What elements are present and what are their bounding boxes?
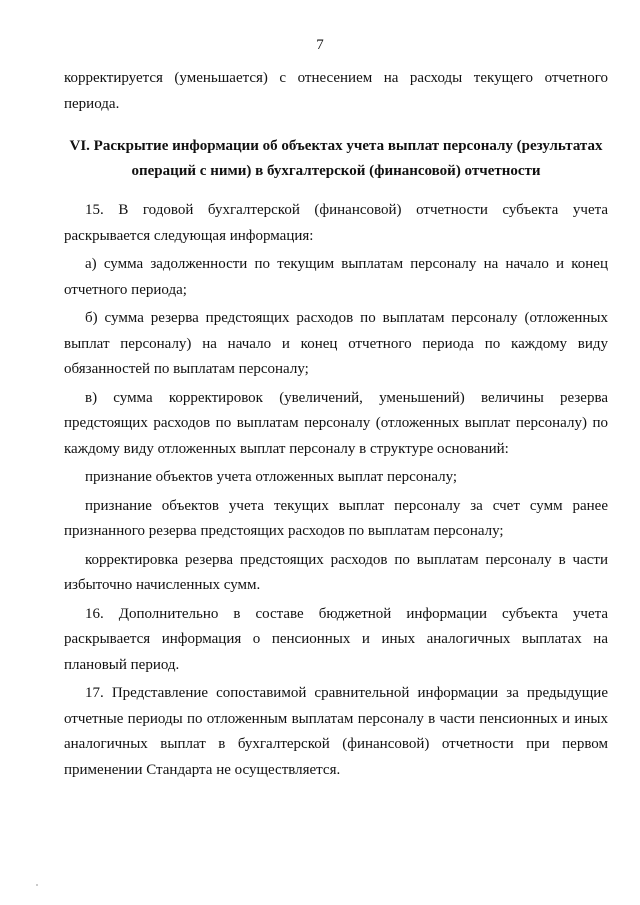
page-number: 7 (316, 37, 324, 53)
paragraph-15-item-a: а) сумма задолженности по текущим выплатам персоналу на начало и конец отчетного периода; (64, 256, 608, 298)
paragraph-15-item-b: б) сумма резерва предстоящих расходов по выплатам персоналу (отложенных выплат персоналу) на начало и конец отчетного периода по каждому виду обязанностей по выплатам персоналу; (64, 310, 608, 377)
paragraph-16: 16. Дополнительно в составе бюджетной информации субъекта учета раскрывается информация о пенсионных и иных аналогичных выплатах на плановый период. (64, 605, 608, 673)
basis-recognition-current: признание объектов учета текущих выплат персоналу за счет сумм ранее признанного резерва предстоящих расходов по выплатам персоналу; (64, 497, 608, 539)
paragraph-15-item-v: в) сумма корректировок (увеличений, уменьшений) величины резерва предстоящих расходов по выплатам персоналу (отложенных выплат персоналу) по каждому виду отложенных выплат персоналу в структуре оснований: (64, 389, 608, 457)
page-content (64, 66, 608, 783)
paragraph-15: 15. В годовой бухгалтерской (финансовой) отчетности субъекта учета раскрывается следующая информация: (64, 202, 608, 244)
section-heading: VI. Раскрытие информации об объектах учета выплат персоналу (результатах операций с ними) в бухгалтерской (финансовой) отчетности (69, 138, 603, 179)
continuation-paragraph: корректируется (уменьшается) с отнесением на расходы текущего отчетного периода. (64, 70, 608, 112)
paragraph-17: 17. Представление сопоставимой сравнительной информации за предыдущие отчетные периоды по отложенным выплатам персоналу в части пенсионных и иных аналогичных выплат в бухгалтерской (финансовой) отчетности при первом применении Стандарта не осуществляется. (64, 685, 608, 778)
basis-recognition-deferred: признание объектов учета отложенных выплат персоналу; (85, 469, 458, 485)
basis-adjustment: корректировка резерва предстоящих расходов по выплатам персоналу в части избыточно начисленных сумм. (64, 551, 608, 593)
scan-speck (36, 884, 38, 886)
